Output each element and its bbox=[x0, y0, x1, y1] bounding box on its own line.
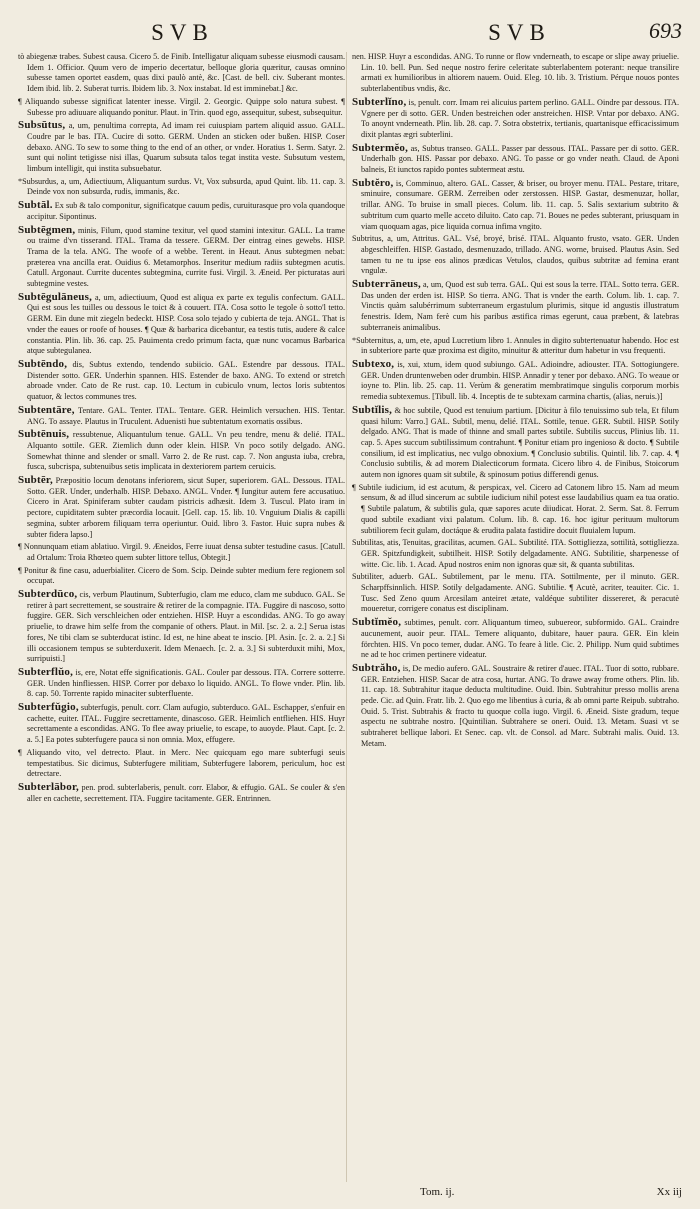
left-column bbox=[18, 52, 345, 1182]
entry-text: Subtritus, a, um, Attritus. GAL. Vsé, broyé, brisé. ITAL. Alquanto frusto, vsato. GER. Unden abgeschleiffen. HISP. Gastado, desmenuzado, trillado. ANG. worne, bruised. Plautus Asin. Sed tamen tu ne tu ipse eos alinos prædicas Vetulos, claudos, quibus subtritæ ad femina erant vngulæ. bbox=[352, 234, 679, 276]
entry-text: *Subternitus, a, um, ete, apud Lucretium libro 1. Annules in digito subtertenuatur habendo. Hoc est in subteriore parte quæ proxima est digito, minuitur & atteritur dum habetur in vsu frequenti. bbox=[352, 335, 679, 356]
entry-text: ¶ Subtile iudicium, id est acutum, & perspicax, vel. Cicero ad Catonem libro 15. Nam ad meum sensum, & ad illud sincerum ac subtile iudicium nihil potest esse laudabilius quam ea tua oratio. ¶ Subtile palatum, & subtilis gula, quæ sapores acute diiudicat. Horat. 2. Serm. Sat. 8. Ferrum quod subtile exadiant vixi palatum. Colum. lib. 8. cap. 16. hoc igitur perituum multorum subtiliorem fecit gulam, doctáque & erudita palata fastidire docuit fluuialem lupum. bbox=[352, 482, 679, 535]
entry-text: Ex sub & talo componitur, significatque cauum pedis, curuiturasque pro vola quandoque accipitur. Sipontinus. bbox=[27, 201, 345, 221]
dictionary-entry bbox=[18, 225, 345, 290]
entry-headword: Subtēgulāneus, bbox=[18, 290, 93, 303]
entry-headword: Subtāl. bbox=[18, 199, 53, 212]
running-head-right: SVB bbox=[488, 20, 551, 45]
entry-text: subtimes, penult. corr. Aliquantum timeo, subuereor, subformido. GAL. Craindre aucunement, auoir peur. ITAL. Temere aliquanto, dubitare, hauer paura. GER. Ein klein förchten. HIS. Vn poco temer, dudar. ANG. To feare à litle. Cic. 2. Philipp. Num quid subtimes ne ad te hoc crimen pertinere videatur. bbox=[361, 618, 679, 660]
dictionary-entry bbox=[18, 566, 345, 587]
entry-headword: Subtēndo, bbox=[18, 357, 68, 370]
entry-headword: Subtēgmen, bbox=[18, 223, 76, 236]
entry-text: ¶ Aliquando subesse significat latenter inesse. Virgil. 2. Georgic. Quippe solo natura subest. ¶ Subesse pro adiuuare aliquando ponitur. Plaut. in Trin. quod ego, assequitur, subest, subsequitur. bbox=[18, 96, 345, 117]
dictionary-entry bbox=[18, 292, 345, 357]
entry-text: Tentare. GAL. Tenter. ITAL. Tentare. GER. Heimlich versuchen. HIS. Tentar. ANG. To assaye. Plautus in Truculent. Aduenisti hue subtentatum exornatis ossibus. bbox=[27, 405, 345, 426]
signature-mark: Xx iij bbox=[656, 1186, 682, 1198]
entry-headword: Subsūtus, bbox=[18, 119, 66, 132]
entry-text: is, xui, xtum, idem quod subiungo. GAL. Adioindre, adiouster. ITA. Sottogiungere. GER. Unden druntenweben oder drumbin. HISP. Annadir y tener por debaxo. ANG. To weaue or ioyne to. Plin. lib. 25. cap. 11. Verùm & generatim membratimque singulis corporum morbis remedia subtexemus. [Tibull. lib. 4. Inceptis de te subtexam carmina chartis, (alias, neruis.)] bbox=[361, 359, 679, 402]
entry-text: Præpositio locum denotans inferiorem, sicut Super, superiorem. GAL. Dessous. ITAL. Sotto. GER. Under, underhalb. HISP. Debaxo. ANGL. Vnder. ¶ Iungitur autem fere accusatiuo. Cicero in Arat. Spiniferam subter caudam pistricis adhæsit. Idem 3. Tuscul. Plato iram in pectore, cupiditatem subter præcordia locauit. [Gell. cap. 15. lib. 10. Vnguium Dialis & capilli segmina, subter arborem filiquam terra operiuntur. Ouid. libro 3. Fastor. Huic supra nubes & subter fidera lapso.] bbox=[27, 476, 345, 539]
entry-headword: Subtĕro, bbox=[352, 176, 394, 189]
dictionary-entry bbox=[352, 97, 679, 141]
entry-headword: Subterlābor, bbox=[18, 781, 79, 793]
dictionary-entry bbox=[18, 748, 345, 780]
entry-text: is, penult. corr. Imam rei alicuius partem perlino. GALL. Oindre par dessous. ITA. Vgnere per di sotto. GER. Unden bestreichen oder anstreichen. HISP. Vntar por debaxo. ANG. To anoynt vnderneath. Plin. lib. 28. cap. 7. Sotra obstetrix, tertianis, quartanisque efficacissimum dixit plantas ægri subterlini. bbox=[361, 97, 679, 139]
entry-headword: Subtĭmĕo, bbox=[352, 616, 402, 629]
page-number: 693 bbox=[649, 18, 682, 43]
entry-text: cis, verbum Plautinum, Subterfugio, clam me educo, clam me subduco. GAL. Se retirer à part secrettement, se soustraire & retirer de la compagnie. ITA. Fuggire di nascoso, sotto fuggire. GER. Sich verschleichen oder entziehen. HISP. Huyr a escondidas. ANG. To go away priuelie, to drawe him selfe from the companie of others. Plaut. in Mil. [sc. 2. a. 2.] Serua istas fores, Ne tibi clam se subterducat istinc. Id est, ne hine abeat te inscio. [Pl. Asin. [c. 2. a. 2.] Si illi occasionem tempus se subterduxerit. Idem Menaech. [c. 2. a. 3.] Si subterduxit mihi, Mox, surripuisti.] bbox=[27, 590, 345, 664]
dictionary-entry bbox=[352, 359, 679, 403]
entry-text: Subtilitas, atis, Tenuitas, gracilitas, acumen. GAL. Subtilité. ITA. Sottigliezza, sottilità, sottigliezza. GER. Spitzfundigkeit, subtilheit. HISP. Sotily delgadamente. ANG. Subtilitie, sharpenesse of witte. Cic. lib. 1. Acad. Apud nostros enim non ignoras quæ sit, & quanta subtilitas. bbox=[352, 538, 679, 569]
dictionary-entry bbox=[352, 336, 679, 357]
dictionary-entry bbox=[352, 483, 679, 537]
dictionary-entry bbox=[18, 120, 345, 175]
running-header bbox=[20, 14, 682, 46]
entry-text: minis, Filum, quod stamine texitur, vel quod stamini intexitur. GALL. La trame ou traime d'vn tisserand. ITAL. Trama da tessere. GERM. Der eintrag eines gewebs. HISP. Trama de la tela. ANG. The woofe of a webbe. Terent. in Heaut. Anus subtegmen nebat: præterea vna ancilla erat. Ouidius 6. Metamorphos. Inseritur medium radiis subtegmen acutis. Catull. Argonaut. Currite ducentes subtegmina, currite fusi. Virgil. 3. Æneid. Per picturatas auri subtegmine vestes. bbox=[27, 225, 345, 289]
entry-headword: Subterrāneus, bbox=[352, 278, 421, 291]
dictionary-entry bbox=[18, 200, 345, 222]
entry-headword: Subterflŭo, bbox=[18, 665, 74, 678]
dictionary-entry bbox=[352, 234, 679, 277]
entry-headword: Subtĭlis, bbox=[352, 403, 393, 416]
entry-headword: Subtēr, bbox=[18, 474, 53, 487]
dictionary-entry bbox=[18, 52, 345, 95]
dictionary-entry bbox=[18, 782, 345, 804]
column-divider bbox=[346, 52, 347, 1182]
dictionary-entry bbox=[352, 178, 679, 233]
dictionary-entry bbox=[18, 667, 345, 700]
entry-text: tò abiegenæ trabes. Subest causa. Cicero 5. de Finib. Intelligatur aliquam subesse eiusmodi causam. Idem 1. Officior. Quum vero de imperio decertatur, belloque gloria quæritur, causas omnino subesse tamen oportet easdem, quas dixi paulò antè, &c. [Cast. de bell. civ. Suberant montes. Idem ibid. lib. 2. Suberat turris. Ibidem lib. 3. Nox instabat. Id est imminebat.] &c. bbox=[18, 52, 345, 94]
entry-text: ¶ Ponitur & fine casu, aduerbialiter. Cicero de Som. Scip. Deinde subter medium fere regionem sol occupat. bbox=[18, 565, 345, 586]
entry-text: Subtiliter, aduerb. GAL. Subtilement, par le menu. ITA. Sottilmente, per il minuto. GER. Scharpffsinnlich. HISP. Sotily delgadamente. ANG. Subtilie. ¶ Acutè, acriter, teauiter. Cic. 1. Tusc. Sed Zeno quum Arcesilam anteiret ætate, valdéque subtiliter dissereret, & peracutè moueretur, corrigere conatus est disciplinam. bbox=[352, 572, 679, 614]
dictionary-entry bbox=[352, 52, 679, 95]
entry-text: *Subsurdus, a, um, Adiectiuum, Aliquantum surdus. Vt, Vox subsurda, apud Quint. lib. 11. cap. 3. Deinde vox non subsurda, rudis, immanis, &c. bbox=[18, 176, 345, 197]
entry-text: ¶ Nonnunquam etiam ablatiuo. Virgil. 9. Æneidos, Ferre iuuat densa subter testudine casus. [Catull. ad Ortalum: Troia Rhœteo quem subter littore tellus, Obtegit.] bbox=[18, 542, 345, 562]
entry-text: a, um, Quod est sub terra. GAL. Qui est sous la terre. ITAL. Sotto terra. GER. Das unden der erden ist. HISP. So tierra. ANG. That is vnder the earth. Colum. lib. 1. cap. 7. Vinctis quàm salubérrimum subterraneum ergastulum plurimis, sitque id angustis illustratum fenestris. Idem, Nam ferè cum his paribus æstifica rimas egerunt, caua præbent, & latebras subterraneis animalibus. bbox=[361, 280, 679, 332]
entry-headword: Subterlĭno, bbox=[352, 95, 407, 108]
dictionary-entry bbox=[18, 589, 345, 665]
entry-text: subterfugis, penult. corr. Clam aufugio, subterduco. GAL. Eschapper, s'enfuir en cachette, euiter. ITAL. Fuggire secrettamente, dinascoso. GER. Heimlich entfliehen. HIS. Huyr secrettamente a escondidas. ANG. To flee away priuelie, to escape, to auoyde. Plaut. Capt. [c. 2. a. 5.] Ea potes subterfugere pauca si non omnia. Mox, effugere. bbox=[27, 703, 345, 745]
dictionary-entry bbox=[18, 177, 345, 198]
entry-text: nen. HISP. Huyr a escondidas. ANG. To runne or flow vnderneath, to escape or slipe away priuelie. Lin. 10. bell. Pun. Sed neque nostro ferire celeritate subterlabentem poterant: neque transilire armati ex humilioribus in altiorem nauem. Ouid. Eleg. 10. lib. 3. Tristium. Pérque nouos pontes subterlabentibus vndis, &c. bbox=[352, 52, 679, 94]
entry-headword: Subtermĕo, bbox=[352, 141, 409, 154]
entry-text: is, De medio aufero. GAL. Soustraire & retirer d'auec. ITAL. Tuor di sotto, rubbare. GER. Entziehen. HISP. Sacar de atra cosa, hurtar. ANG. To drawe away frome others. Plin. lib. 11. cap. 18. Subtrahitur itaque deducta multitudine. Ouid. Ibin. Subtrahitur presso mollis arena pede. Cic. ad Quin. Fratr. lib. 2. Quo ego me libentius à curia, & ab omni parte Reipub. subtraho. Ouid. 5. Trist. Subtrahis & fracto tu quoque colla iugo. Virgil. 6. Æneid. Siste gradum, teque aspectu ne subtrahe nostro. [Quintilian. Subtrahere se oneri. Ouid. 13. Metam. Suasi vt se subtraheret bellique labori. Et Senec. cap. vlt. de Consol. ad Marc. Subtrahi malis. Ouid. 13. Metam. bbox=[361, 663, 679, 748]
dictionary-entry bbox=[18, 475, 345, 540]
entry-headword: Subtexo, bbox=[352, 357, 395, 370]
tome-indicator: Tom. ij. bbox=[420, 1186, 455, 1198]
right-column bbox=[352, 52, 679, 1182]
entry-text: is, ere, Notat effe significationis. GAL. Couler par dessous. ITA. Correre sotterre. GER. Unden hinfliessen. HISP. Correr por debaxo lo liquido. ANGL. To flowe vnder. Plin. lib. 8. cap. 50. Torrente rapido minaciter subterfluente. bbox=[27, 667, 345, 699]
dictionary-entry bbox=[352, 405, 679, 481]
entry-text: dis, Subtus extendo, tendendo subiicio. GAL. Estendre par dessous. ITAL. Distender sotto. GER. Underhin spannen. HIS. Estender de baxo. ANG. To extend or stretch abroade vnder. Cato de Re rust. cap. 10. Lectum in cubiculo vnum, lectos loris subtentos quatuor, & lectos communes tres. bbox=[27, 359, 345, 402]
dictionary-entry bbox=[352, 143, 679, 176]
entry-headword: Subtēnuis, bbox=[18, 428, 70, 441]
dictionary-entry bbox=[352, 538, 679, 570]
entry-text: as, Subtus transeo. GALL. Passer par dessous. ITAL. Passare per di sotto. GER. Underhalb gon. HIS. Passar por debaxo. ANG. To passe or go vnder neath. Claud. de Aponi balneis, Et iunctos rapido pontes subtermeat æstu. bbox=[361, 143, 679, 175]
entry-text: & hoc subtile, Quod est tenuium partium. [Dicitur à filo tenuissimo sub tela, Et filum quasi hilum: Varro.] GAL. Subtil, menu, delié. ITAL. Sottile, tenue. GER. Subtil. HISP. Sotily delgado. ANG. That is made of thinne and small partes subtile. Subtilis succus, Plinius lib. 11. cap. 5. Apes succum subtilissimum contrahunt. ¶ Ponitur etiam pro ingenioso & docto. ¶ Subtile consilium, id est implicatius, nec vulgo obnoxium. ¶ Conclusio subtilis. Quintil. lib. 7. cap. 4. ¶ Conclusio subtilis, & ad morem Dialecticorum formata. Cicero libro 4. de Finibus, Stoicorum autem non ignores quam sit subtile, & spinosum potius differendi genus. bbox=[361, 405, 679, 480]
dictionary-entry bbox=[18, 97, 345, 118]
entry-text: ressubtenue, Aliquantulum tenue. GALL. Vn peu tendre, menu & delié. ITAL. Alquanto sottile. GER. Ziemlich dunn oder klein. HISP. Vn poco sotily delgado. ANG. Somewhat thinne and slender or small. Varro 2. de Re rust. cap. 7. Non angusta iuba, crebra, fusca, subcrispa, subtenuibus setis implicata in dexteriorem partem ceruicis. bbox=[27, 430, 345, 472]
entry-text: a, um, adiectiuum, Quod est aliqua ex parte ex tegulis confectum. GALL. Qui est sous les tuilles ou dessous le toict & à couuert. ITA. Cosa sotto le tegole ò sotto'l tetto. GERM. Ein dune mit ziegeln bedeckt. HISP. Cosa solo tejado y cubierta de teja. ANGL. That is vnder the eaues or roofe of houses. ¶ Quæ & barbarica dicebantur, ea testis tutis, audere & calce constantia. Plin. lib. 36. cap. 25. Pauimenta credo primum facta, quæ nunc vocamus Barbarica atque subtegulanea. bbox=[27, 292, 345, 356]
entry-headword: Subterfŭgio, bbox=[18, 701, 79, 714]
dictionary-entry bbox=[352, 617, 679, 661]
running-head-left: SVB bbox=[151, 20, 214, 45]
entry-headword: Subtrăho, bbox=[352, 661, 401, 674]
entry-headword: Subterdūco, bbox=[18, 588, 78, 601]
dictionary-entry bbox=[18, 542, 345, 563]
dictionary-entry bbox=[18, 359, 345, 403]
entry-text: a, um, penultima correpta, Ad imam rei cuiuspiam partem aliquid assuo. GALL. Coudre par le bas. ITA. Cucire di sotto. GERM. Unden an sticken oder bußen. HISP. Coser debaxo. ANG. To sew to some thing to the end of an other, or vnder. Horatius 1. Serm. Satyr. 2. sunt qui nolint tetigisse nisi illas, Quarum subsuta talos tegat instita veste. Subsutum vestem, limbum intelligit, qui instita subsuebatur. bbox=[27, 121, 345, 174]
dictionary-entry bbox=[18, 405, 345, 427]
dictionary-entry bbox=[18, 429, 345, 473]
entry-text: ¶ Aliquando vito, vel detrecto. Plaut. in Merc. Nec quicquam ego mare subterfugi seuis tempestatibus. Sic dicimus, Subterfugere militiam, Subterfugere laborem, periculum, hoc est detrectare. bbox=[18, 747, 345, 779]
entry-headword: Subtentāre, bbox=[18, 403, 75, 416]
dictionary-entry bbox=[352, 279, 679, 334]
page-footer bbox=[420, 1186, 682, 1202]
dictionary-entry bbox=[18, 702, 345, 746]
entry-text: is, Comminuo, altero. GAL. Casser, & briser, ou broyer menu. ITAL. Pestare, tritare, sminuire, consumare. GERM. Zerreiben oder zerstossen. HISP. Gastar, desmenuzar, hollar, trillar. ANG. To bruise in small pieces. Colum. lib. 11. cap. 5. Salis sextarium subtrito & subtritum cum quarto melle acceto diluito. Cato cap. 71. Boues ne pedes subterant, priusquam in viam quoquam agas, pice liquida cornua infima vngito. bbox=[361, 178, 679, 231]
entry-text: pen. prod. subterlaberis, penult. corr. Elabor, & effugio. GAL. Se couler & s'en aller en cachette, secrettement. ITA. Fuggire tacitamente. GER. Entrinnen. bbox=[27, 783, 345, 803]
dictionary-entry bbox=[352, 663, 679, 750]
dictionary-entry bbox=[352, 572, 679, 615]
